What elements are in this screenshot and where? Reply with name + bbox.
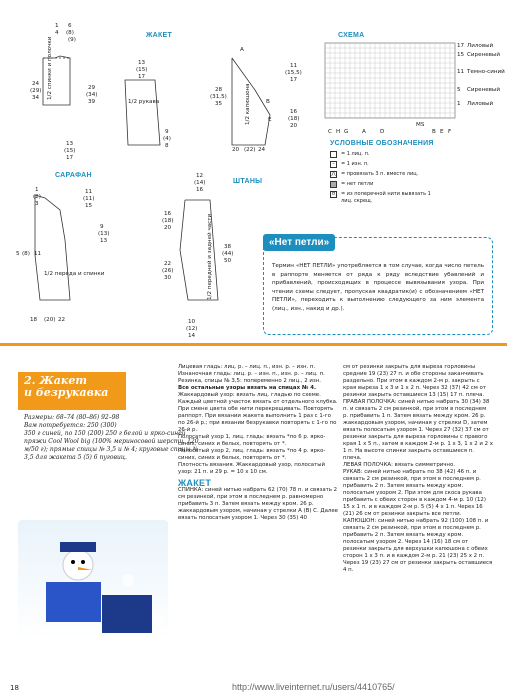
pants-label: 30 [164,275,172,281]
sleeve-piece-name: 1/2 рукава [128,99,160,105]
jacket-section-text: СПИНКА: синей нитью набрать 62 (70) 78 п. и связать 2 см резинкой, при этом в последнем р. равномерно прибавить 3 п. Затем вязать между кром. 26 р. жаккардовым узором, начиная у стрелки А (В) С. Далее вязать полосатым узором 1. Через 30 (35) 40 [178,487,338,521]
jacket-label: 6 [68,23,72,29]
scheme-grid [325,43,455,118]
sarafan-label: 9 [100,224,104,230]
hood-label: 28 [215,87,223,93]
sarafan-label: 3 [35,201,39,207]
stitch-info: РУКАВ: синей нитью набрать по 38 (42) 46 п. и связать 2 см резинкой, при этом в последнем р. прибавить 2 п. Затем вязать между кром. полосатым узором 2. При этом для скоса рукава прибавить с обеих сторон в каждом 4-м р. 10 (12) 15 x 1 п. и в каждом 2-м р. 5 (5) 4 x 1 п. Через 16 (21) 26 см от резинки закрыть все петли. [343,469,486,517]
stitch-info: ПРАВАЯ ПОЛОЧКА: синей нитью набрать 30 (34) 38 п. и связать 2 см резинкой, при этом в последнем р. прибавить 1 п. Затем вязать между кром. 26 р. жаккардовым узором, начиная у стрелки D, затем вязать полосатым узором 1. Через 27 (32) 37 см от резинки закрыть для выреза горловины с правого края 1 x 5 п., затем в каждом 2-м р. 1 x 3, 1 x 2 и 2 x 1 п. На высоте спинки закрыть оставшиеся п. плеча. [343,399,493,461]
pants-label: (18) [162,218,174,224]
sarafan-label: (2) [33,194,41,200]
jacket-label: 29 [88,85,96,91]
legend [330,140,440,205]
legend-item: ʊ = из поперечной нити вывязать 1 лиц. скрещ. [331,191,431,204]
jacket-label: 34 [32,95,40,101]
hood-label: (31,5) [210,94,227,100]
section-divider [0,343,507,346]
pants-label: 10 [188,319,196,325]
jacket-label: (15) [64,148,76,154]
legend-title: УСЛОВНЫЕ ОБОЗНАЧЕНИЯ [330,140,434,147]
jacket-label: 1 [55,23,59,29]
hood-label: 20 [290,123,298,129]
sarafan-label: 5 [16,251,20,257]
project-title: 2. Жакет и безрукавка [24,374,109,399]
pants-label: 20 [164,225,172,231]
scheme-color: Лиловый [467,43,494,49]
sarafan-diagram-title: САРАФАН [55,172,92,179]
stitch-info: ЛЕВАЯ ПОЛОЧКА: вязать симметрично. [343,462,455,468]
pants-label: 22 [164,261,172,267]
jacket-label: (8) [66,30,74,36]
hood-label: E [268,117,272,123]
hood-label: B [266,99,270,105]
no-loop-title: «Нет петли» [263,234,335,251]
jacket-label: (29) [30,88,42,94]
stitch-info: КАПЮШОН: синей нитью набрать 92 (100) 108 п. и связать 2 см резинкой, при этом в последнем р. прибавить 2 п. Затем вязать между кром. полосатым узором 2. Через 14 (16) 18 см от резинки закрыть для верхушки капюшона с обеих сторон 1 x 3 п. и в каждом 2-м р. 21 (23) 25 x 2 п. Через 19 (23) 27 см от резинки закрыть оставшиеся 4 п. [343,518,493,573]
pants-label: 16 [196,187,204,193]
snowman-image [18,520,168,640]
pants-label: 14 [188,333,196,339]
scheme-row-num: 15 [457,52,465,58]
sarafan-label: (8) [22,251,30,257]
pants-label: 12 [196,173,204,179]
scheme-color: Лиловый [467,101,494,107]
sleeve-label: (15) [136,67,148,73]
jacket-diagram-title: ЖАКЕТ [146,32,173,39]
sleeve-label: 8 [165,143,169,149]
knit-symbol-icon [330,151,337,158]
project-badge [18,372,126,410]
stitch-info: Полосатый узор 2, лиц. гладь: вязать *по 4 р. ярко-синих, синих и белых, повторять от *. [178,448,326,461]
scheme-mark: E [440,129,444,135]
no-stitch-symbol-icon [330,181,337,188]
pants-label: 50 [224,258,232,264]
stitch-info: Плотность вязания. Жаккардовый узор, полосатый узор: 21 п. и 29 р. = 10 x 10 см. [178,462,326,475]
scheme-mark: A [362,129,366,135]
legend-item: = нет петли [330,181,440,188]
sarafan-label: 11 [34,251,42,257]
sarafan-label: 22 [58,317,66,323]
scheme-row-num: 11 [457,69,465,75]
pants-label: (14) [194,180,206,186]
jacket-label: 17 [66,155,74,161]
sarafan-label: 15 [85,203,93,209]
sarafan-label: 18 [30,317,38,323]
pants-label: (26) [162,268,174,274]
jacket-sleeve-outline [125,80,160,145]
scheme-mark: F [448,129,452,135]
jacket-piece-name: 1/2 спинки и полочки [47,36,53,100]
hood-label: 24 [258,147,266,153]
scheme-color: Сиреневый [467,87,500,93]
scheme-mark: H [336,129,341,135]
jacket-label: 4 [55,30,59,36]
sleeve-label: 17 [138,74,146,80]
legend-item: = 1 лиц. п. [330,151,440,158]
stitch-info: Резинка, спицы № 3,5: попеременно 2 лиц., 2 изн. [178,378,321,384]
scheme-row-num: 5 [457,87,461,93]
sarafan-label: 13 [100,238,108,244]
sleeve-label: (4) [163,136,171,142]
scheme-mark: MS [416,122,425,128]
legend-item: ⋀ = провязать 3 п. вместе лиц. [331,171,419,177]
stitch-info: Жаккардовый узор: вязать лиц. гладью по схеме. Каждый цветной участок вязать от отдельного клубка. При смене цвета обе нити перекрещивать. Повторять раппорт. При вязании жакета выполнить 1 раз с 1-го по 26-й р.; при вязании безрукавки повторять с 1-го по 26-й р. [178,392,338,433]
no-loop-text: Термин «НЕТ ПЕТЛИ» употребляется в том случае, когда число петель в раппорте меняется от ряда к ряду вследствие убавлений и прибавлений, происходящих в процессе вывязывания узора. При чтении схемы следует, пропуская квадратик(и) с обозначением «НЕТ ПЕТЛИ», переходить к выполнению следующего за ним элемента (лиц., изн., накид и др.). [272,263,484,312]
jacket-section-title: ЖАКЕТ [178,478,212,488]
twisted-stitch-symbol-icon: ʊ [331,191,336,197]
page-number: 18 [10,684,19,692]
hood-label: (22) [244,147,256,153]
hood-label: 35 [215,101,223,107]
sarafan-label: 11 [85,189,93,195]
watermark-url: http://www.liveinternet.ru/users/4410765/ [232,682,395,692]
purl-symbol-icon: – [330,161,337,168]
hood-label: 20 [232,147,240,153]
stitch-info: Лицевая гладь: лиц. р. – лиц. п., изн. р. – изн. п. [178,364,316,370]
jacket-label: 39 [88,99,96,105]
pants-diagram-title: ШТАНЫ [233,178,263,185]
pants-piece-name: 1/2 передней и задней части [207,213,213,300]
jacket-label: (34) [86,92,98,98]
sarafan-label: 1 [35,187,39,193]
sarafan-piece-name: 1/2 переда и спинки [44,271,105,277]
sarafan-outline [35,195,70,300]
jacket-label: 13 [66,141,74,147]
jacket-label: 24 [32,81,40,87]
sarafan-label: (11) [83,196,95,202]
scheme-mark: D [380,129,385,135]
scheme-color: Сиреневый [467,52,500,58]
instructions-column-2 [343,364,493,574]
pants-label: (44) [222,251,234,257]
no-loop-callout [263,237,493,335]
sarafan-label: (20) [44,317,56,323]
pants-label: 38 [224,244,232,250]
stitch-info: см от резинки закрыть для выреза горловины средние 19 (23) 27 п. и обе стороны заканчивать раздельно. При этом в каждом 2-м р. закрыть с края выреза 1 x 3 и 1 x 2 п. Через 32 (37) 42 см от резинки закрыть оставшиеся 13 (15) 17 п. плеча. [343,364,486,398]
sarafan-label: (13) [98,231,110,237]
scheme-row-num: 1 [457,101,461,107]
scheme-mark: G [344,129,349,135]
hood-label: (18) [288,116,300,122]
hood-label: 11 [290,63,298,69]
jacket-label: (9) [68,37,76,43]
hood-piece-name: 1/2 капюшона [245,83,251,125]
project-sizes: Размеры: 68–74 (80–86) 92–98 Вам потребуется: 250 (300) 350 г синей, по 150 (200) 250 г белой и ярко-синей пряжи Cool Wool big (100% мериносовой шерсти, 120 м/50 г); прямые спицы № 3,5 и № 4; круговые спицы № 3,5 для жакета 5 (5) 6 пуговиц. [24,414,199,461]
scheme-color: Темно-синий [467,69,505,75]
stitch-info: Все остальные узоры вязать на спицах № 4. [178,385,317,391]
scheme-title: СХЕМА [338,32,365,39]
scheme-mark: B [432,129,436,135]
stitch-info: Изнаночная гладь: лиц. р. – изн. п., изн. р. – лиц. п. [178,371,325,377]
sleeve-label: 13 [138,60,146,66]
stitch-info: Полосатый узор 1, лиц. гладь: вязать *по 6 р. ярко-синих, синих и белых, повторять от *. [178,434,326,447]
instructions-column-1 [178,364,338,522]
pants-label: 16 [164,211,172,217]
hood-label: (15,5) [285,70,302,76]
snowman-photo [18,520,168,640]
scheme-row-num: 17 [457,43,465,49]
hood-label: 16 [290,109,298,115]
pants-label: (12) [186,326,198,332]
scheme-mark: C [328,129,332,135]
sleeve-label: 9 [165,129,169,135]
hood-label: 17 [290,77,298,83]
hood-label: A [240,47,244,53]
legend-item: – = 1 изн. п. [330,161,440,168]
k3tog-symbol-icon: ⋀ [331,171,336,177]
